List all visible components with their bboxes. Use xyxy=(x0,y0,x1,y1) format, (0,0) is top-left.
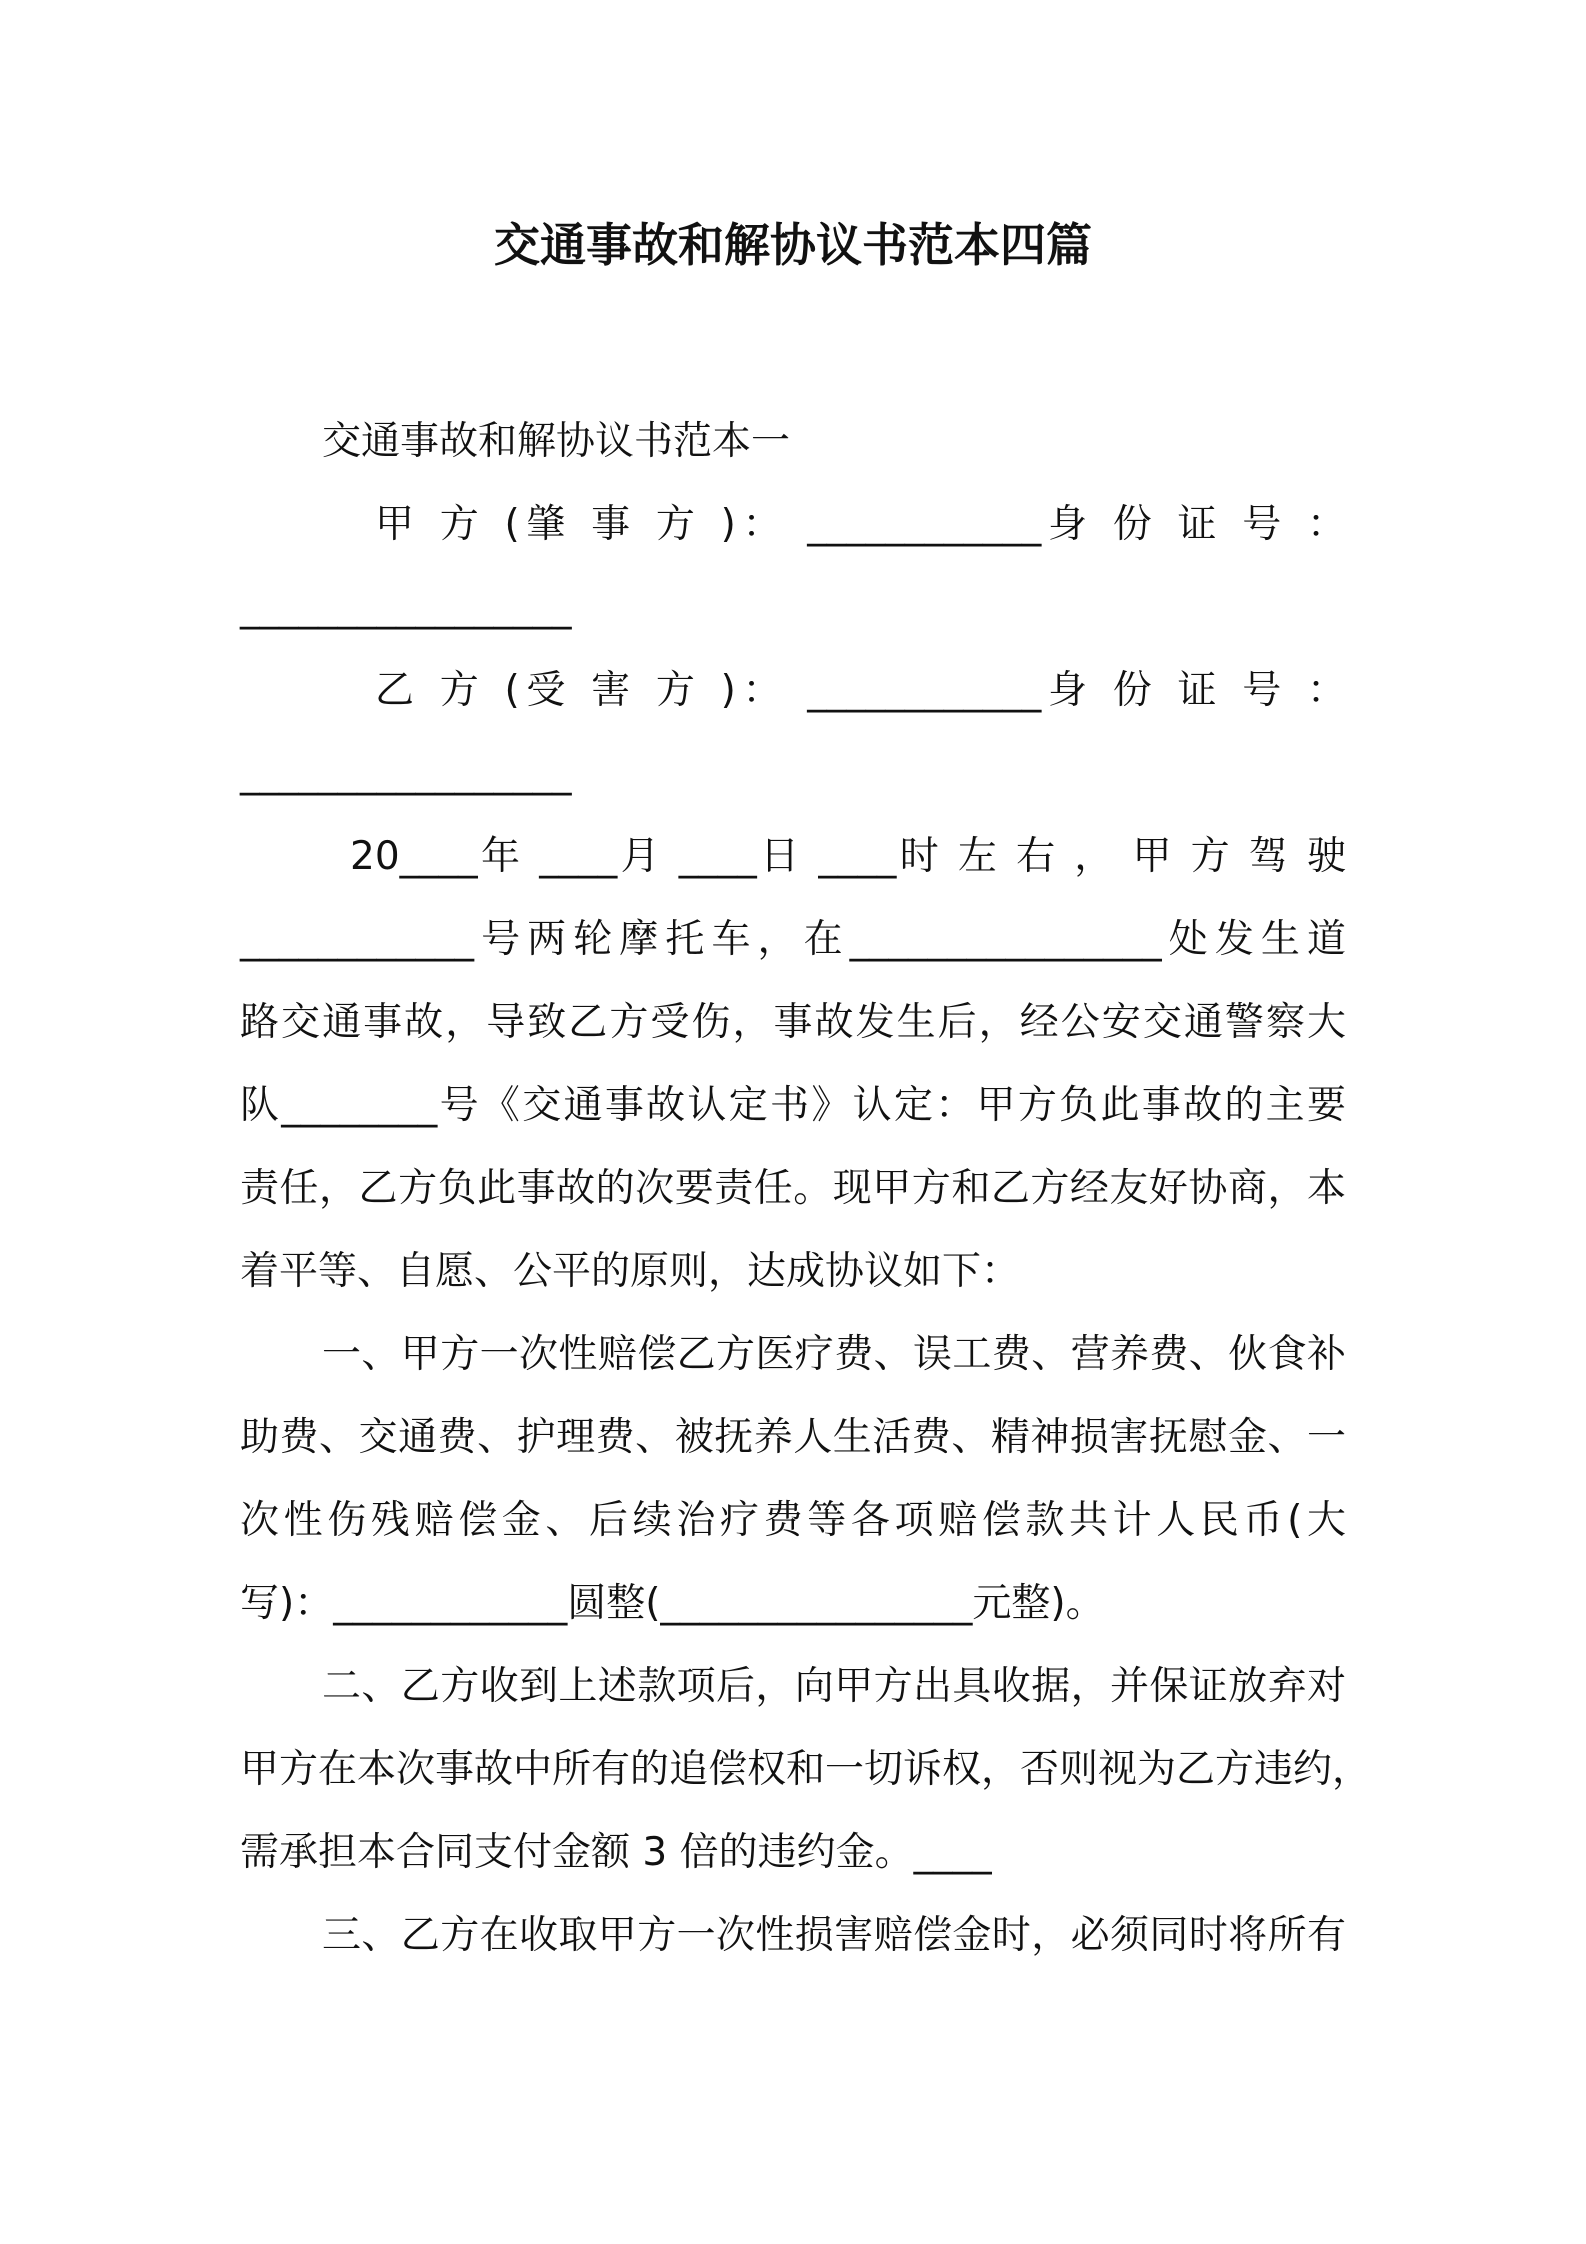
section-heading: 交通事故和解协议书范本一 xyxy=(322,419,791,464)
paragraph-line: 20____年 ____月 ____日 ____时 左 右 ， 甲 方 驾 驶 xyxy=(350,834,1346,879)
clause-one-line: 次性伤残赔偿金、后续治疗费等各项赔偿款共计人民币(大 xyxy=(240,1498,1346,1543)
party-b-id-blank: _________________ xyxy=(240,751,572,796)
paragraph-line: 责任，乙方负此事故的次要责任。现甲方和乙方经友好协商，本 xyxy=(240,1166,1346,1211)
paragraph-line: 路交通事故，导致乙方受伤，事故发生后，经公安交通警察大 xyxy=(240,1000,1346,1045)
paragraph-line: ____________号两轮摩托车，在________________处发生道 xyxy=(240,917,1346,962)
clause-one-line: 一、甲方一次性赔偿乙方医疗费、误工费、营养费、伙食补 xyxy=(322,1332,1346,1377)
clause-two-line: 需承担本合同支付金额 3 倍的违约金。____ xyxy=(240,1830,992,1875)
paragraph-line: 着平等、自愿、公平的原则，达成协议如下： xyxy=(240,1249,1021,1294)
document-title: 交通事故和解协议书范本四篇 xyxy=(494,218,1092,272)
party-b-line: 乙 方 (受 害 方 )： ____________身 份 证 号 ： xyxy=(375,668,1346,713)
document-body xyxy=(240,400,1372,1977)
party-a-line: 甲 方 (肇 事 方 )： ____________身 份 证 号 ： xyxy=(375,502,1346,547)
clause-one-line: 助费、交通费、护理费、被抚养人生活费、精神损害抚慰金、一 xyxy=(240,1415,1346,1460)
paragraph-line: 队________号《交通事故认定书》认定：甲方负此事故的主要 xyxy=(240,1083,1346,1128)
clause-two-line: 甲方在本次事故中所有的追偿权和一切诉权，否则视为乙方违约， xyxy=(240,1747,1372,1792)
clause-three-line: 三、乙方在收取甲方一次性损害赔偿金时，必须同时将所有 xyxy=(322,1913,1346,1958)
clause-one-line: 写)：____________圆整(________________元整)。 xyxy=(240,1581,1105,1626)
party-a-id-blank: _________________ xyxy=(240,585,572,630)
clause-two-line: 二、乙方收到上述款项后，向甲方出具收据，并保证放弃对 xyxy=(322,1664,1346,1709)
